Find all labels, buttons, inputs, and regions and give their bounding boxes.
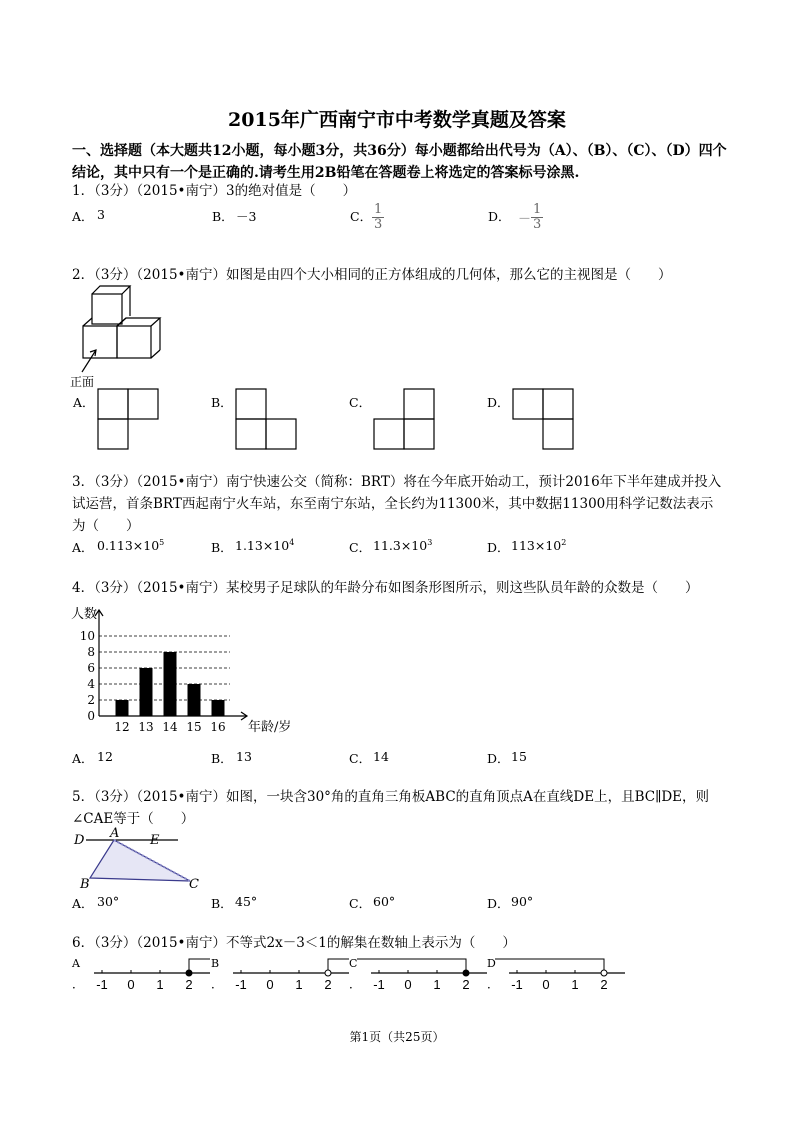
front-view-label: 正面: [70, 375, 95, 389]
q3-a-exp: 5: [159, 538, 165, 547]
q3-c-exp: 3: [427, 538, 433, 547]
bar-age-15: [188, 684, 201, 716]
q6-option-dot: ．: [72, 977, 85, 991]
q1-option-b-value: －3: [236, 209, 257, 224]
q3-option-a-label: A．: [72, 540, 94, 555]
x-tick-label: 12: [114, 720, 130, 734]
tick-label: 0: [404, 977, 412, 992]
q2-option-b-figure: [236, 389, 298, 451]
q5-option-c-label: C．: [349, 896, 372, 911]
cube-solid-figure: [70, 280, 180, 380]
y-tick-label: 10: [79, 629, 95, 643]
q5-option-d-value: 90°: [511, 894, 534, 909]
q6-option-label: D: [487, 957, 496, 970]
q1-option-d-fraction: [518, 203, 543, 232]
triangle-figure: [70, 825, 210, 895]
q3-c-base: 11.3×10: [373, 538, 428, 554]
q5-option-d-label: D．: [487, 896, 510, 911]
tick-label: -1: [96, 977, 108, 992]
bar-age-14: [164, 652, 177, 716]
y-tick-label: 8: [87, 645, 95, 659]
q6-option-c: [349, 955, 489, 995]
q2-option-c-label: C．: [349, 395, 372, 410]
q2-option-c-figure: [374, 389, 436, 451]
q1-d-denominator: 3: [533, 217, 542, 232]
question-3-stem: 3．（3分）（2015•南宁）南宁快速公交（简称：BRT）将在今年底开始动工，预计2016年下半年建成并投入试运营，首条BRT西起南宁火车站，东至南宁东站，全长约为11300米，其中数据11300用科学记数法表示为（ ）: [72, 474, 722, 534]
q4-option-d-label: D．: [487, 751, 510, 766]
age-bar-chart: [62, 600, 312, 740]
tick-label: -1: [511, 977, 523, 992]
q6-option-label: C: [349, 957, 358, 970]
q2-option-d-label: D．: [487, 395, 510, 410]
tick-label: 1: [156, 977, 164, 992]
closed-endpoint: [463, 970, 469, 976]
x-tick-label: 15: [186, 720, 202, 734]
open-endpoint: [601, 970, 607, 976]
q4-option-a-value: 12: [97, 749, 113, 764]
page-title: 2015年广西南宁市中考数学真题及答案: [228, 109, 566, 131]
q1-c-numerator: 1: [374, 202, 383, 217]
q6-option-dot: ．: [487, 977, 500, 991]
label-e: E: [150, 833, 160, 848]
q2-option-a-figure: [98, 389, 160, 451]
tick-label: 2: [324, 977, 332, 992]
q3-option-d-label: D．: [487, 540, 510, 555]
solution-bracket: [495, 959, 604, 973]
q5-option-b-label: B．: [211, 896, 233, 911]
tick-label: 1: [571, 977, 579, 992]
q3-option-d-value: [511, 538, 566, 553]
tick-label: 1: [433, 977, 441, 992]
label-d: D: [74, 833, 85, 848]
y-tick-label: 4: [87, 677, 95, 691]
q5-option-c-value: 60°: [373, 894, 396, 909]
q1-d-minus: －: [518, 212, 532, 227]
open-endpoint: [325, 970, 331, 976]
q5-option-a-label: A．: [72, 896, 94, 911]
solution-bracket: [189, 959, 210, 973]
q6-option-a: [72, 955, 212, 995]
number-line: [487, 955, 627, 995]
q5-option-a-value: 30°: [97, 894, 120, 909]
triangle-abc: [90, 840, 190, 881]
q4-option-c-label: C．: [349, 751, 372, 766]
x-tick-label: 13: [138, 720, 154, 734]
solution-bracket: [328, 959, 349, 973]
q2-option-b-label: B．: [211, 395, 233, 410]
q2-option-a-label: A．: [73, 395, 95, 410]
q6-option-label: A: [72, 957, 80, 970]
tick-label: 2: [600, 977, 608, 992]
q2-option-d-figure: [513, 389, 575, 451]
q3-option-b-value: [235, 538, 294, 553]
solution-bracket: [357, 959, 466, 973]
bar-age-16: [212, 700, 225, 716]
x-tick-label: 14: [162, 720, 178, 734]
q3-a-base: 0.113×10: [97, 538, 160, 554]
tick-label: 0: [266, 977, 274, 992]
tick-label: -1: [373, 977, 385, 992]
q1-option-a-label: A．: [72, 209, 94, 224]
q3-option-a-value: [97, 538, 164, 553]
x-axis-title: 年龄/岁: [248, 720, 292, 735]
q1-option-a-value: 3: [97, 207, 105, 222]
question-5-stem: 5．（3分）（2015•南宁）如图，一块含30°角的直角三角板ABC的直角顶点A在直线DE上，且BC∥DE，则∠CAE等于（ ）: [72, 789, 710, 827]
q4-option-a-label: A．: [72, 751, 94, 766]
tick-label: 0: [127, 977, 135, 992]
page-footer: 第1页（共25页）: [349, 1030, 445, 1044]
q6-option-dot: ．: [211, 977, 224, 991]
q3-b-base: 1.13×10: [235, 538, 290, 554]
tick-label: 1: [295, 977, 303, 992]
tick-label: 2: [462, 977, 470, 992]
q6-option-label: B: [211, 957, 220, 970]
tick-label: -1: [235, 977, 247, 992]
question-6-stem: 6．（3分）（2015•南宁）不等式2x－3＜1的解集在数轴上表示为（ ）: [72, 935, 516, 951]
y-tick-label: 0: [87, 709, 95, 723]
y-tick-label: 2: [87, 693, 95, 707]
q3-option-c-value: [373, 538, 432, 553]
number-line: [72, 955, 212, 995]
question-2-stem: 2．（3分）（2015•南宁）如图是由四个大小相同的正方体组成的几何体，那么它的主视图是（ ）: [72, 267, 672, 283]
q3-d-exp: 2: [561, 538, 567, 547]
q6-option-dot: ．: [349, 977, 362, 991]
y-axis-title: 人数: [71, 607, 98, 622]
q3-d-base: 113×10: [511, 538, 562, 554]
q4-option-b-label: B．: [211, 751, 233, 766]
q6-option-b: [211, 955, 351, 995]
q1-d-numerator: 1: [533, 202, 542, 217]
x-tick-label: 16: [210, 720, 226, 734]
number-line: [349, 955, 489, 995]
label-b: B: [80, 877, 90, 892]
q3-option-b-label: B．: [211, 540, 233, 555]
question-4-stem: 4．（3分）（2015•南宁）某校男子足球队的年龄分布如图条形图所示，则这些队员年龄的众数是（ ）: [72, 580, 699, 596]
section-header: 一、选择题（本大题共12小题，每小题3分，共36分）每小题都给出代号为（A）、（B）、（C）、（D）四个结论，其中只有一个是正确的.请考生用2B铅笔在答题卷上将选定的答案标号涂黑.: [72, 143, 727, 181]
q1-option-c-fraction: [372, 203, 384, 232]
number-line: [211, 955, 351, 995]
bar-age-13: [140, 668, 153, 716]
q1-option-d-label: D．: [488, 209, 511, 224]
tick-label: 0: [542, 977, 550, 992]
q1-c-denominator: 3: [374, 217, 383, 232]
q1-option-b-label: B．: [212, 209, 234, 224]
question-1-stem: 1．（3分）（2015•南宁）3的绝对值是（ ）: [72, 183, 357, 199]
q1-option-c-label: C．: [350, 209, 373, 224]
label-a: A: [110, 826, 120, 841]
tick-label: 2: [185, 977, 193, 992]
label-c: C: [189, 877, 199, 892]
q3-b-exp: 4: [289, 538, 295, 547]
q3-option-c-label: C．: [349, 540, 372, 555]
q6-option-d: [487, 955, 627, 995]
q4-option-b-value: 13: [236, 749, 252, 764]
q5-option-b-value: 45°: [235, 894, 258, 909]
bar-age-12: [116, 700, 129, 716]
q4-option-d-value: 15: [511, 749, 527, 764]
q4-option-c-value: 14: [373, 749, 389, 764]
closed-endpoint: [186, 970, 192, 976]
y-tick-label: 6: [87, 661, 95, 675]
